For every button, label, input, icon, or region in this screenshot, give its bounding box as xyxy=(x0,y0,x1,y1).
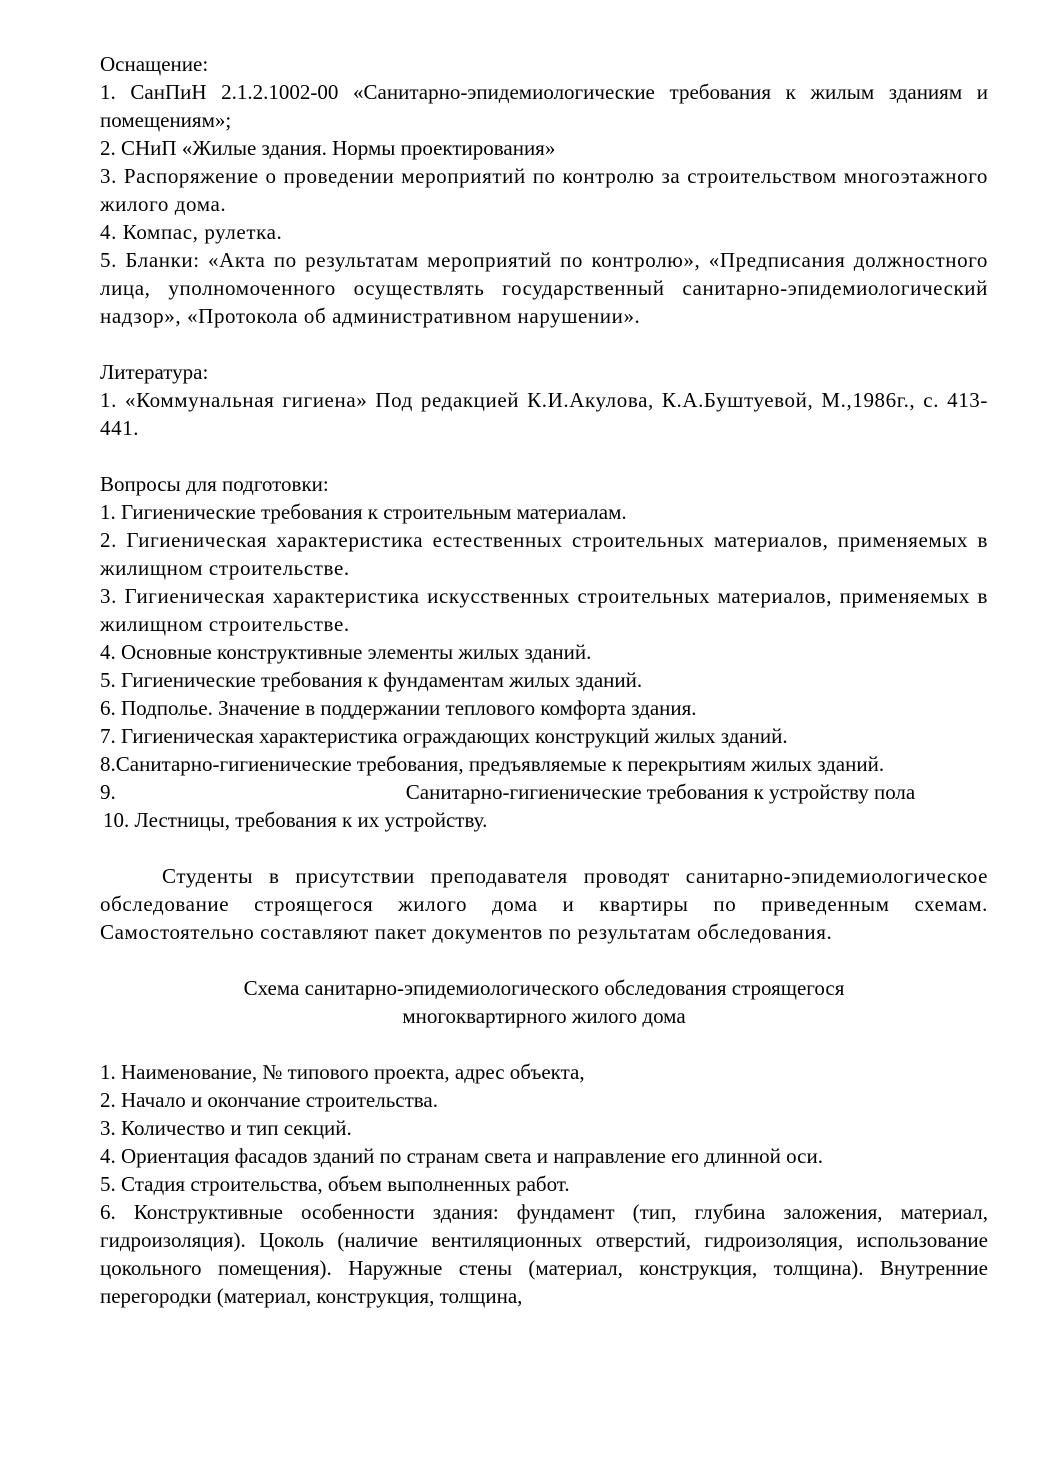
spacer xyxy=(100,330,988,358)
scheme-title-line2: многоквартирного жилого дома xyxy=(402,1004,686,1028)
spacer xyxy=(100,1030,988,1058)
question-item: 5. Гигиенические требования к фундаментам жилых зданий. xyxy=(100,668,643,692)
question-item-9 xyxy=(100,778,988,806)
equipment-item: 4. Компас, рулетка. xyxy=(100,220,283,244)
question-item: 1. Гигиенические требования к строительным материалам. xyxy=(100,500,627,524)
literature-heading: Литература: xyxy=(100,360,209,384)
question-9-number: 9. xyxy=(100,780,116,804)
question-item: 8.Санитарно-гигиенические требования, предъявляемые к перекрытиям жилых зданий. xyxy=(100,752,885,776)
question-item: 7. Гигиеническая характеристика ограждающих конструкций жилых зданий. xyxy=(100,724,788,748)
equipment-heading: Оснащение: xyxy=(100,52,209,76)
scheme-item: 4. Ориентация фасадов зданий по странам света и направление его длинной оси. xyxy=(100,1144,823,1168)
equipment-item: 1. СанПиН 2.1.2.1002-00 «Санитарно-эпидемиологические требования к жилым зданиям и помещениям»; xyxy=(100,80,988,132)
equipment-item: 2. СНиП «Жилые здания. Нормы проектирования» xyxy=(100,136,556,160)
document-page xyxy=(100,50,988,1310)
question-item: 4. Основные конструктивные элементы жилых зданий. xyxy=(100,640,592,664)
equipment-item: 5. Бланки: «Акта по результатам мероприятий по контролю», «Предписания должностного лица, уполномоченного осуществлять государственный санитарно-эпидемиологический надзор», «Протокола об административном нарушении». xyxy=(100,248,988,328)
question-item-10: 10. Лестницы, требования к их устройству. xyxy=(103,808,488,832)
questions-heading: Вопросы для подготовки: xyxy=(100,472,329,496)
spacer xyxy=(100,946,988,974)
scheme-title-line1: Схема санитарно-эпидемиологического обследования строящегося xyxy=(243,976,845,1000)
question-item: 6. Подполье. Значение в поддержании теплового комфорта здания. xyxy=(100,696,697,720)
question-9-text: Санитарно-гигиенические требования к устройству пола xyxy=(405,780,916,804)
spacer xyxy=(100,834,988,862)
scheme-item: 6. Конструктивные особенности здания: фундамент (тип, глубина заложения, материал, гидроизоляция). Цоколь (наличие вентиляционных отверстий, гидроизоляция, использование цокольного помещения). Наружные стены (материал, конструкция, толщина). Внутренние перегородки (материал, конструкция, толщина, xyxy=(100,1200,988,1308)
instruction-paragraph: Студенты в присутствии преподавателя проводят санитарно-эпидемиологическое обследование строящегося жилого дома и квартиры по приведенным схемам. Самостоятельно составляют пакет документов по результатам обследования. xyxy=(100,864,988,944)
scheme-item: 3. Количество и тип секций. xyxy=(100,1116,352,1140)
question-item: 2. Гигиеническая характеристика естественных строительных материалов, применяемых в жилищном строительстве. xyxy=(100,528,988,580)
scheme-item: 2. Начало и окончание строительства. xyxy=(100,1088,438,1112)
scheme-item: 5. Стадия строительства, объем выполненных работ. xyxy=(100,1172,570,1196)
question-item: 3. Гигиеническая характеристика искусственных строительных материалов, применяемых в жилищном строительстве. xyxy=(100,584,988,636)
spacer xyxy=(100,442,988,470)
literature-item: 1. «Коммунальная гигиена» Под редакцией К.И.Акулова, К.А.Буштуевой, М.,1986г., с. 413-441. xyxy=(100,388,988,440)
scheme-item: 1. Наименование, № типового проекта, адрес объекта, xyxy=(100,1060,585,1084)
equipment-item: 3. Распоряжение о проведении мероприятий по контролю за строительством многоэтажного жилого дома. xyxy=(100,164,988,216)
